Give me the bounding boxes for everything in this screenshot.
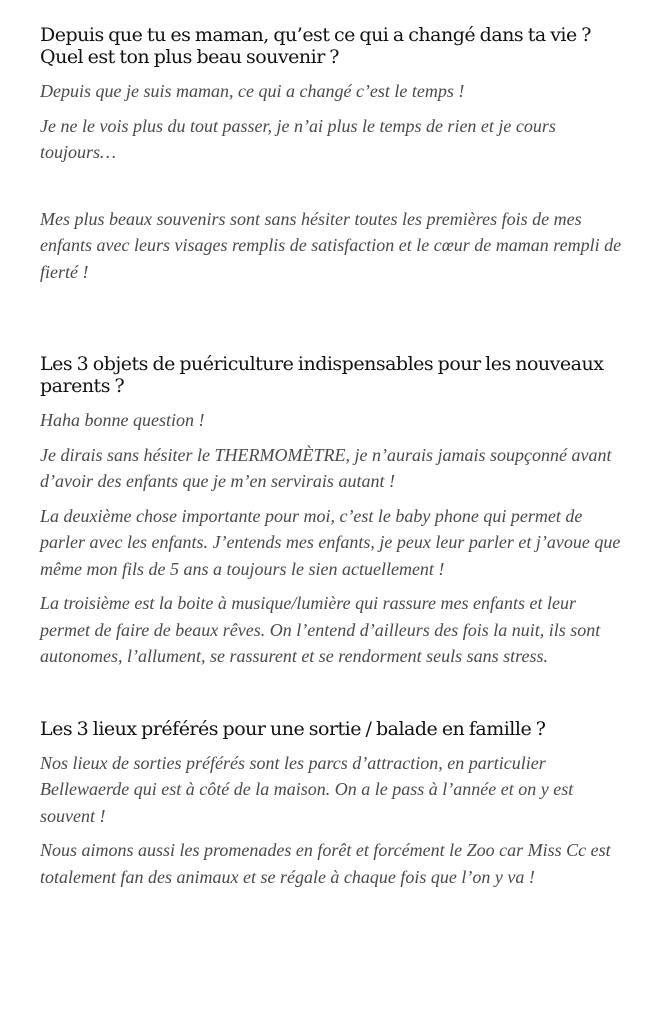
answer-paragraph: Haha bonne question ! [40,410,205,430]
answer-paragraph: Je dirais sans hésiter le THERMOMÈTRE, je n’aurais jamais soupçonné avant d’avoir des enfants que je m’en servirais autant ! [40,444,612,491]
paragraph-spacer [40,174,624,206]
question-heading: Depuis que tu es maman, qu’est ce qui a changé dans ta vie ? Quel est ton plus beau souvenir ? [40,24,591,68]
answer-paragraph: La deuxième chose importante pour moi, c’est le baby phone qui permet de parler avec les enfants. J’entends mes enfants, je peux leur parler et j’avoue que même mon fils de 5 ans a toujours le sien actuellement ! [40,505,621,579]
answer-paragraph: Nous aimons aussi les promenades en forêt et forcément le Zoo car Miss Cc est totalement fan des animaux et se régale à chaque fois que l’on y va ! [40,840,611,887]
answer-paragraph: Depuis que je suis maman, ce qui a changé c’est le temps ! [40,81,465,101]
article-body [40,24,624,898]
interview-section-family-outings [40,718,624,891]
question-heading: Les 3 objets de puériculture indispensables pour les nouveaux parents ? [40,353,604,397]
interview-section-baby-items [40,353,624,670]
interview-section-motherhood [40,24,624,285]
question-heading: Les 3 lieux préférés pour une sortie / balade en famille ? [40,717,546,740]
answer-paragraph: Je ne le vois plus du tout passer, je n’ai plus le temps de rien et je cours toujours… [40,115,556,162]
section-spacer [40,678,624,718]
section-spacer [40,293,624,353]
answer-paragraph: La troisième est la boite à musique/lumière qui rassure mes enfants et leur permet de faire de beaux rêves. On l’entend d’ailleurs des fois la nuit, ils sont autonomes, l’allument, se rassurent et se rendorment seuls sans stress. [40,593,601,666]
answer-paragraph: Nos lieux de sorties préférés sont les parcs d’attraction, en particulier Bellewaerde qui est à côté de la maison. On a le pass à l’année et on y est souvent ! [40,752,574,826]
answer-paragraph: Mes plus beaux souvenirs sont sans hésiter toutes les premières fois de mes enfants avec leurs visages remplis de satisfaction et le cœur de maman rempli de fierté ! [40,208,622,282]
